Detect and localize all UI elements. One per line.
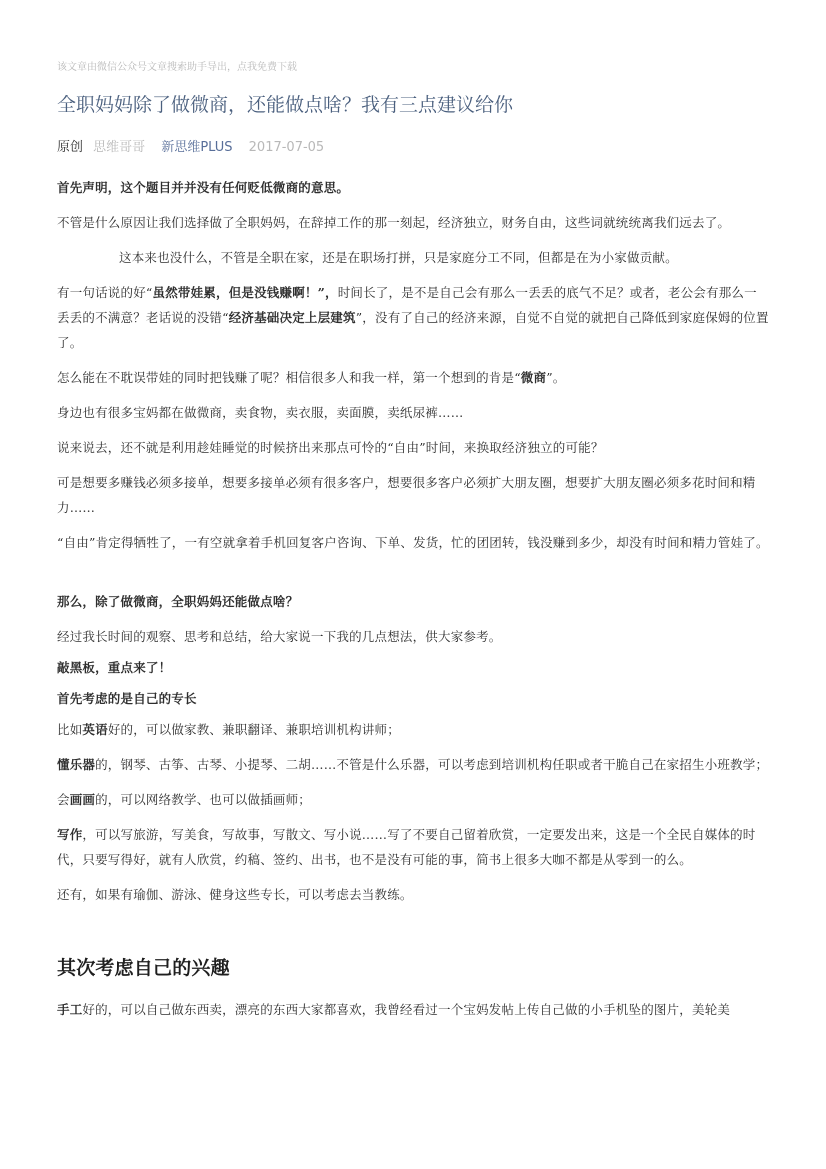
text-run: 有一句话说的好“ [57, 285, 153, 300]
paragraph: 说来说去，还不就是利用趁娃睡觉的时候挤出来那点可怜的“自由”时间，来换取经济独立的可能？ [57, 440, 604, 455]
publish-date: 2017-07-05 [248, 140, 325, 155]
section-heading: 其次考虑自己的兴趣 [57, 957, 230, 979]
paragraph [57, 365, 769, 390]
bold-text: 懂乐器 [57, 757, 96, 772]
bold-text: 首先声明，这个题目并并没有任何贬低微商的意思。 [57, 180, 350, 195]
bold-text: 虽然带娃累，但是没钱赚啊！”， [152, 285, 338, 300]
text-run: ”，没有了自己的经济来源，自觉不自觉的就把自己降低到家庭保姆的位置了。 [57, 310, 769, 350]
author-name: 思维哥哥 [93, 140, 146, 155]
text-run: 时间长了，是不是自己会有那么一丢丢的底气不足？或者，老公会有那么一丢丢的不满意？老话说的没错“ [57, 285, 757, 325]
article-body [57, 175, 769, 1022]
text-run: 会 [57, 792, 70, 807]
paragraph [57, 655, 769, 680]
spacer [57, 565, 769, 589]
paragraph [57, 686, 769, 711]
article-title: 全职妈妈除了做微商，还能做点啥？我有三点建议给你 [57, 94, 514, 116]
text-run: 的，钢琴、古筝、古琴、小提琴、二胡……不管是什么乐器，可以考虑到培训机构任职或者干脆自己在家招生小班教学； [95, 757, 769, 772]
text-run: 的，可以网络教学、也可以做插画师； [95, 792, 312, 807]
paragraph [57, 997, 769, 1022]
paragraph: 这本来也没什么，不管是全职在家，还是在职场打拼，只是家庭分工不同，但都是在为小家做贡献。 [119, 250, 678, 265]
paragraph: 身边也有很多宝妈都在做微商，卖食物，卖衣服，卖面膜，卖纸尿裤…… [57, 405, 464, 420]
article-page [57, 58, 769, 1032]
bold-text: 写作 [57, 827, 83, 842]
spacer [57, 917, 769, 953]
paragraph [57, 752, 769, 777]
original-tag: 原创 [57, 140, 84, 155]
paragraph [57, 787, 769, 812]
account-link[interactable]: 新思维PLUS [161, 140, 233, 155]
paragraph: 经过我长时间的观察、思考和总结，给大家说一下我的几点想法，供大家参考。 [57, 629, 502, 644]
bold-text: 首先考虑的是自己的专长 [57, 691, 197, 706]
paragraph: 不管是什么原因让我们选择做了全职妈妈，在辞掉工作的那一刻起，经济独立，财务自由，这些词就统统离我们远去了。 [57, 215, 731, 230]
bold-text: 画画 [69, 792, 96, 807]
bold-text: 那么，除了做微商，全职妈妈还能做点啥？ [57, 594, 299, 609]
bold-text: 微商 [520, 370, 547, 385]
paragraph: 可是想要多赚钱必须多接单，想要多接单必须有很多客户，想要很多客户必须扩大朋友圈，想要扩大朋友圈必须多花时间和精力…… [57, 475, 756, 515]
text-run: 怎么能在不耽误带娃的同时把钱赚了呢？相信很多人和我一样，第一个想到的肯是“ [57, 370, 521, 385]
article-meta [57, 138, 769, 158]
bold-text: 敲黑板，重点来了！ [57, 660, 172, 675]
text-run: 比如 [57, 722, 83, 737]
paragraph [57, 280, 769, 355]
export-watermark-link[interactable]: 该文章由微信公众号文章搜索助手导出，点我免费下载 [57, 62, 297, 73]
bold-text: 手工 [57, 1002, 83, 1017]
text-run: 好的，可以做家教、兼职翻译、兼职培训机构讲师； [107, 722, 400, 737]
text-run: 好的，可以自己做东西卖，漂亮的东西大家都喜欢，我曾经看过一个宝妈发帖上传自己做的小手机坠的图片，美轮美 [82, 1002, 731, 1017]
paragraph: “自由”肯定得牺牲了，一有空就拿着手机回复客户咨询、下单、发货，忙的团团转，钱没赚到多少，却没有时间和精力管娃了。 [57, 535, 769, 550]
bold-text: 经济基础决定上层建筑 [228, 310, 356, 325]
paragraph: 还有，如果有瑜伽、游泳、健身这些专长，可以考虑去当教练。 [57, 887, 413, 902]
text-run: ，可以写旅游，写美食，写故事，写散文、写小说……写了不要自己留着欣赏，一定要发出来，这是一个全民自媒体的时代，只要写得好，就有人欣赏，约稿、签约、出书，也不是没有可能的事，简书上很多大咖不都是从零到一的么。 [57, 827, 756, 867]
paragraph [57, 717, 769, 742]
paragraph [57, 589, 769, 614]
bold-text: 英语 [82, 722, 108, 737]
paragraph [57, 175, 769, 200]
paragraph [57, 822, 769, 872]
text-run: ”。 [546, 370, 566, 385]
